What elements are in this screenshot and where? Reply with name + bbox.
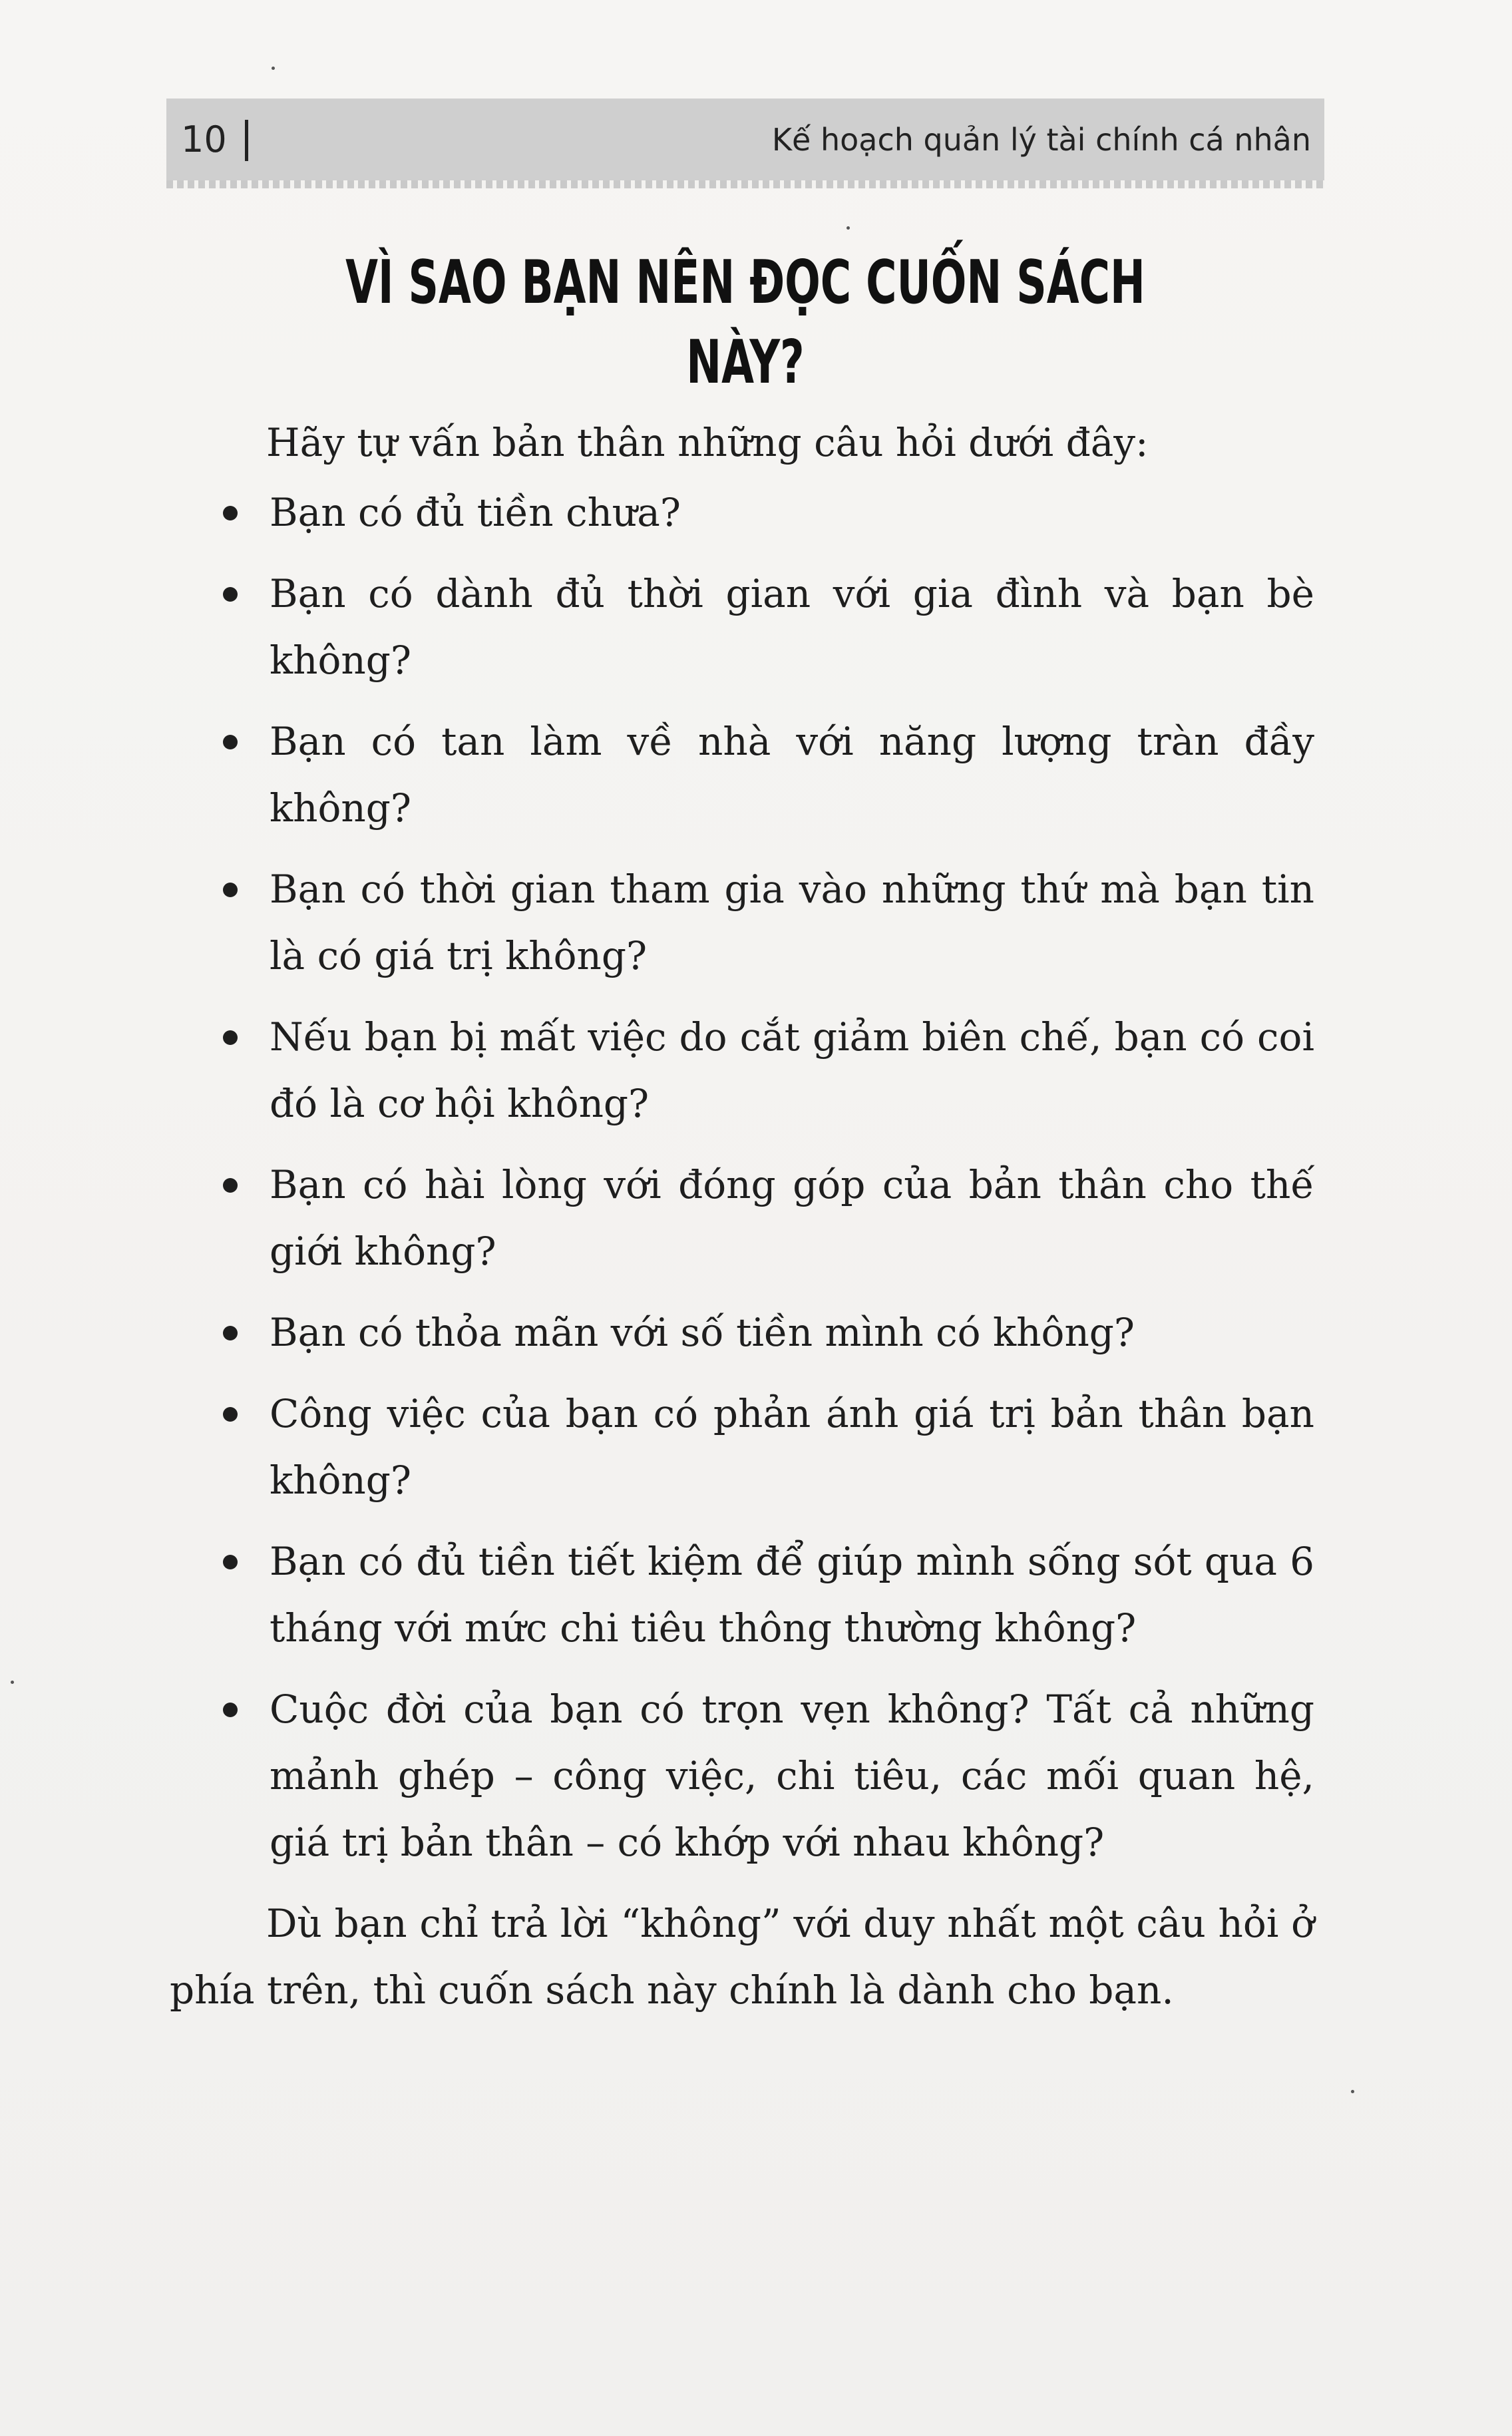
header-divider bbox=[245, 120, 248, 161]
running-title: Kế hoạch quản lý tài chính cá nhân bbox=[771, 122, 1311, 158]
closing-paragraph: Dù bạn chỉ trả lời “không” với duy nhất một câu hỏi ở phía trên, thì cuốn sách này chính là dành cho bạn. bbox=[170, 1901, 1314, 2013]
list-item bbox=[170, 560, 1314, 694]
list-item bbox=[170, 479, 1314, 546]
question-text: Bạn có thỏa mãn với số tiền mình có không? bbox=[270, 1310, 1135, 1355]
question-text: Bạn có thời gian tham gia vào những thứ mà bạn tin là có giá trị không? bbox=[270, 867, 1314, 978]
intro-paragraph: Hãy tự vấn bản thân những câu hỏi dưới đây: bbox=[266, 420, 1149, 465]
question-text: Công việc của bạn có phản ánh giá trị bản thân bạn không? bbox=[270, 1391, 1314, 1503]
paper-speck bbox=[272, 67, 275, 70]
paper-speck bbox=[847, 226, 850, 230]
bullet-icon bbox=[223, 1326, 238, 1340]
page-body bbox=[170, 406, 1314, 2023]
bullet-icon bbox=[223, 587, 238, 602]
page-number: 10 bbox=[181, 118, 227, 160]
list-item bbox=[170, 1528, 1314, 1661]
bullet-icon bbox=[223, 1178, 238, 1193]
question-text: Bạn có hài lòng với đóng góp của bản thân cho thế giới không? bbox=[270, 1162, 1314, 1274]
list-item bbox=[170, 856, 1314, 989]
list-item bbox=[170, 1676, 1314, 1876]
list-item bbox=[170, 1380, 1314, 1514]
list-item bbox=[170, 1004, 1314, 1137]
list-item bbox=[170, 1151, 1314, 1285]
question-text: Bạn có đủ tiền tiết kiệm để giúp mình sống sót qua 6 tháng với mức chi tiêu thông thường không? bbox=[270, 1539, 1314, 1651]
question-text: Cuộc đời của bạn có trọn vẹn không? Tất cả những mảnh ghép – công việc, chi tiêu, các mối quan hệ, giá trị bản thân – có khớp với nhau không? bbox=[270, 1687, 1314, 1865]
bullet-icon bbox=[223, 1555, 238, 1569]
question-list bbox=[170, 479, 1314, 1876]
list-item bbox=[170, 708, 1314, 841]
bullet-icon bbox=[223, 1407, 238, 1422]
question-text: Bạn có dành đủ thời gian với gia đình và bạn bè không? bbox=[270, 571, 1314, 683]
bullet-icon bbox=[223, 735, 238, 749]
paper-speck bbox=[11, 1681, 14, 1684]
bullet-icon bbox=[223, 1703, 238, 1717]
question-text: Bạn có tan làm về nhà với năng lượng tràn đầy không? bbox=[270, 719, 1314, 831]
chapter-title: VÌ SAO BẠN NÊN ĐỌC CUỐN SÁCH NÀY? bbox=[345, 248, 1145, 397]
list-item bbox=[170, 1299, 1314, 1366]
bullet-icon bbox=[223, 883, 238, 897]
bullet-icon bbox=[223, 1030, 238, 1045]
question-text: Bạn có đủ tiền chưa? bbox=[270, 490, 681, 535]
paper-speck bbox=[1351, 2090, 1354, 2093]
bullet-icon bbox=[223, 506, 238, 520]
question-text: Nếu bạn bị mất việc do cắt giảm biên chế, bạn có coi đó là cơ hội không? bbox=[270, 1014, 1314, 1126]
